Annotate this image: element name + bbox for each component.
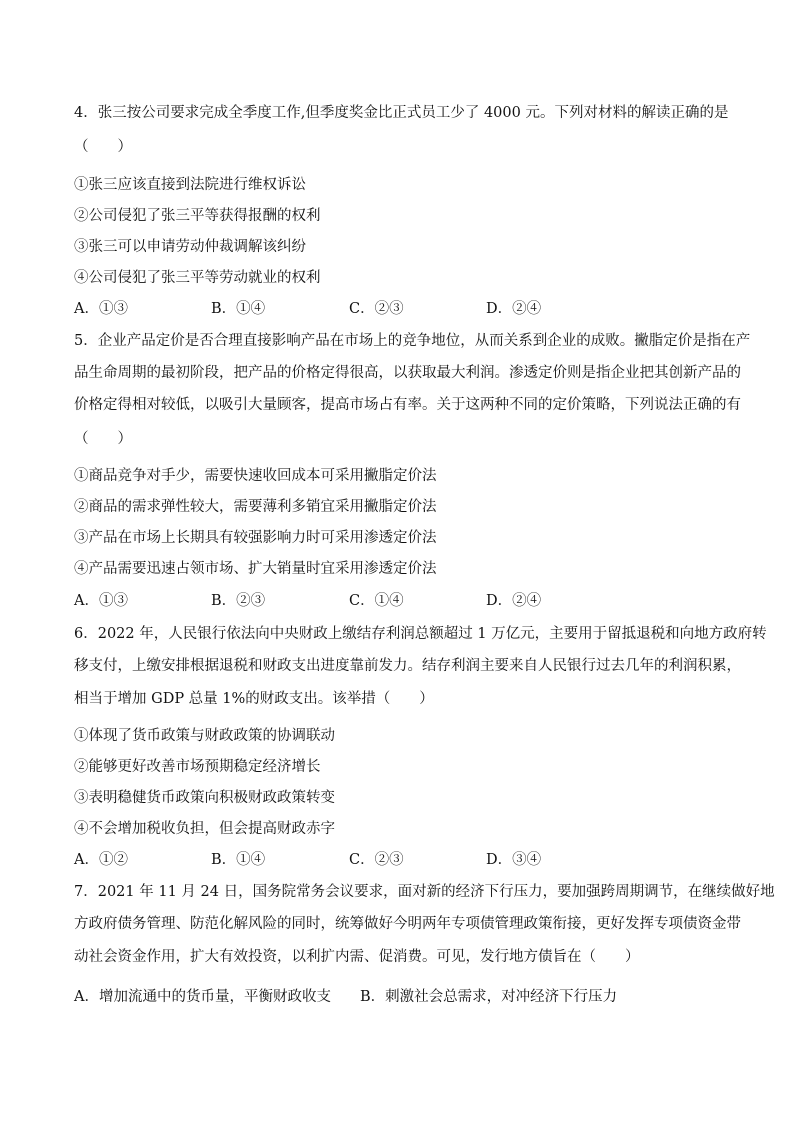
q5-choice-b: B．②③ bbox=[211, 593, 266, 609]
q4-item-3: ③张三可以申请劳动仲裁调解该纠纷 bbox=[74, 239, 306, 255]
q7-stem-line-2: 方政府债务管理、防范化解风险的同时，统筹做好今明两年专项债管理政策衔接，更好发挥专项债资金带 bbox=[74, 916, 741, 932]
q5-choices bbox=[74, 591, 634, 611]
q5-choice-d: D．②④ bbox=[486, 593, 542, 609]
q5-answer-paren: （ ） bbox=[74, 431, 132, 447]
q6-choice-c: C．②③ bbox=[349, 852, 404, 868]
q6-stem-line-1: 6．2022 年，人民银行依法向中央财政上缴结存利润总额超过 1 万亿元，主要用于留抵退税和向地方政府转 bbox=[74, 626, 767, 642]
q4-choices bbox=[74, 299, 634, 319]
q5-item-2: ②商品的需求弹性较大，需要薄利多销宜采用撇脂定价法 bbox=[74, 499, 437, 515]
q5-stem-line-3: 价格定得相对较低，以吸引大量顾客，提高市场占有率。关于这两种不同的定价策略，下列说法正确的有 bbox=[74, 397, 741, 413]
q4-item-2: ②公司侵犯了张三平等获得报酬的权利 bbox=[74, 208, 321, 224]
q4-answer-paren: （ ） bbox=[74, 139, 132, 155]
q4-stem: 4．张三按公司要求完成全季度工作,但季度奖金比正式员工少了 4000 元。下列对材料的解读正确的是 bbox=[74, 105, 729, 121]
q6-item-3: ③表明稳健货币政策向积极财政政策转变 bbox=[74, 790, 335, 806]
q7-choices-ab: A．增加流通中的货币量，平衡财政收支 B．刺激社会总需求，对冲经济下行压力 bbox=[74, 989, 618, 1005]
q4-choice-b: B．①④ bbox=[211, 301, 266, 317]
q6-item-1: ①体现了货币政策与财政政策的协调联动 bbox=[74, 728, 335, 744]
q6-choice-a: A．①② bbox=[74, 852, 128, 868]
q6-choice-d: D．③④ bbox=[486, 852, 542, 868]
q6-item-4: ④不会增加税收负担，但会提高财政赤字 bbox=[74, 821, 335, 837]
q6-stem-line-3: 相当于增加 GDP 总量 1%的财政支出。该举措（ ） bbox=[74, 691, 434, 707]
q6-item-2: ②能够更好改善市场预期稳定经济增长 bbox=[74, 759, 321, 775]
q7-stem-line-1: 7．2021 年 11 月 24 日，国务院常务会议要求，面对新的经济下行压力，要加强跨周期调节，在继续做好地 bbox=[74, 884, 775, 900]
q5-choice-a: A．①③ bbox=[74, 593, 128, 609]
q5-item-4: ④产品需要迅速占领市场、扩大销量时宜采用渗透定价法 bbox=[74, 561, 437, 577]
q4-item-1: ①张三应该直接到法院进行维权诉讼 bbox=[74, 177, 306, 193]
q4-choice-a: A．①③ bbox=[74, 301, 128, 317]
q5-stem-line-2: 品生命周期的最初阶段，把产品的价格定得很高，以获取最大利润。渗透定价则是指企业把其创新产品的 bbox=[74, 365, 741, 381]
q4-item-4: ④公司侵犯了张三平等劳动就业的权利 bbox=[74, 270, 321, 286]
q5-stem-line-1: 5．企业产品定价是否合理直接影响产品在市场上的竞争地位，从而关系到企业的成败。撇脂定价是指在产 bbox=[74, 333, 751, 349]
q5-choice-c: C．①④ bbox=[349, 593, 404, 609]
q5-item-3: ③产品在市场上长期具有较强影响力时可采用渗透定价法 bbox=[74, 530, 437, 546]
q4-choice-c: C．②③ bbox=[349, 301, 404, 317]
q5-item-1: ①商品竞争对手少，需要快速收回成本可采用撇脂定价法 bbox=[74, 468, 437, 484]
q4-choice-d: D．②④ bbox=[486, 301, 542, 317]
q7-stem-line-3: 动社会资金作用，扩大有效投资，以利扩内需、促消费。可见，发行地方债旨在（ ） bbox=[74, 949, 640, 965]
q6-choice-b: B．①④ bbox=[211, 852, 266, 868]
q6-choices bbox=[74, 850, 634, 870]
q6-stem-line-2: 移支付，上缴安排根据退税和财政支出进度靠前发力。结存利润主要来自人民银行过去几年的利润积累， bbox=[74, 658, 741, 674]
